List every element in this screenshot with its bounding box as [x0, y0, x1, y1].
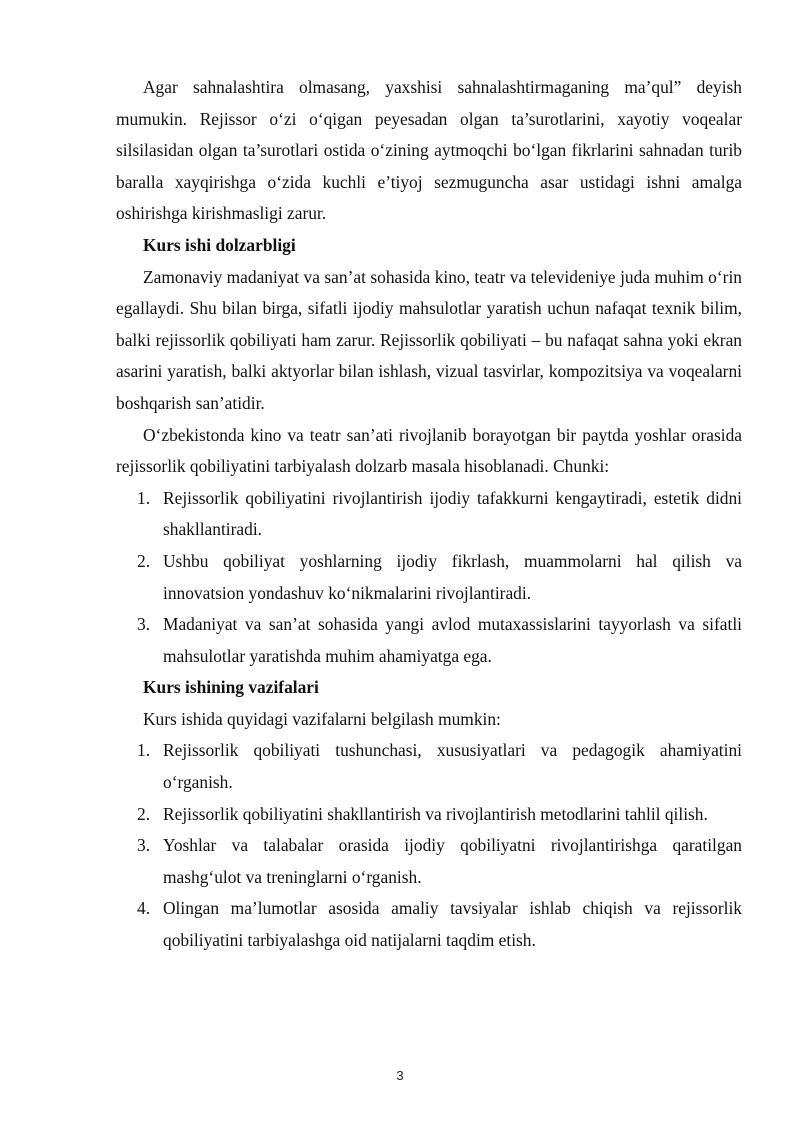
list-number: 1.: [137, 740, 151, 761]
list-item: [116, 735, 742, 798]
list-item: [116, 799, 742, 831]
list-item-text: Rejissorlik qobiliyatini shakllantirish va rivojlantirish metodlarini tahlil qilish.: [163, 803, 708, 824]
list-item-text: Ushbu qobiliyat yoshlarning ijodiy fikrlash, muammolarni hal qilish va innovatsion yondashuv ko‘nikmalarini rivojlantiradi.: [163, 550, 742, 603]
intro-paragraph: Agar sahnalashtira olmasang, yaxshisi sahnalashtirmaganing ma’qul” deyish mumukin. Rejissor o‘zi o‘qigan peyesadan olgan ta’surotlarini, xayotiy voqealar silsilasidan olgan ta’surotlari ostida o‘zining aytmoqchi bo‘lgan fikrlarini sahnadan turib baralla xayqirishga o‘zida kuchli e’tiyoj sezmuguncha asar ustidagi ishni amalga oshirishga kirishmasligi zarur.: [116, 77, 742, 224]
relevance-list: [116, 483, 742, 673]
list-item-text: Olingan ma’lumotlar asosida amaliy tavsiyalar ishlab chiqish va rejissorlik qobiliyatini tarbiyalashga oid natijalarni taqdim etish.: [163, 898, 742, 951]
list-number: 3.: [137, 614, 151, 635]
list-number: 2.: [137, 803, 151, 824]
list-number: 2.: [137, 550, 151, 571]
list-item: [116, 483, 742, 546]
list-number: 1.: [137, 487, 151, 508]
relevance-paragraph-1: Zamonaviy madaniyat va san’at sohasida kino, teatr va televideniye juda muhim o‘rin egallaydi. Shu bilan birga, sifatli ijodiy mahsulotlar yaratish uchun nafaqat texnik bilim, balki rejissorlik qobiliyati ham zarur. Rejissorlik qobiliyati – bu nafaqat sahna yoki ekran asarini yaratish, balki aktyorlar bilan ishlash, vizual tasvirlar, kompozitsiya va voqealarni boshqarish san’atidir.: [116, 266, 742, 413]
document-page: [116, 72, 742, 957]
list-item: [116, 546, 742, 609]
list-item: [116, 609, 742, 672]
list-item-text: Rejissorlik qobiliyatini rivojlantirish ijodiy tafakkurni kengaytiradi, estetik didni shakllantiradi.: [163, 487, 742, 540]
relevance-paragraph-2: O‘zbekistonda kino va teatr san’ati rivojlanib borayotgan bir paytda yoshlar orasida rejissorlik qobiliyatini tarbiyalash dolzarb masala hisoblanadi. Chunki:: [116, 424, 742, 477]
list-number: 3.: [137, 835, 151, 856]
relevance-heading: Kurs ishi dolzarbligi: [143, 234, 296, 255]
tasks-intro: Kurs ishida quyidagi vazifalarni belgilash mumkin:: [143, 708, 501, 729]
list-item-text: Rejissorlik qobiliyati tushunchasi, xususiyatlari va pedagogik ahamiyatini o‘rganish.: [163, 740, 742, 793]
tasks-list: [116, 735, 742, 956]
list-number: 4.: [137, 898, 151, 919]
list-item: [116, 893, 742, 956]
list-item: [116, 830, 742, 893]
page-number: 3: [396, 1068, 404, 1083]
tasks-heading: Kurs ishining vazifalari: [143, 677, 319, 698]
list-item-text: Yoshlar va talabalar orasida ijodiy qobiliyatni rivojlantirishga qaratilgan mashg‘ulot va treninglarni o‘rganish.: [163, 835, 742, 887]
list-item-text: Madaniyat va san’at sohasida yangi avlod mutaxassislarini tayyorlash va sifatli mahsulotlar yaratishda muhim ahamiyatga ega.: [163, 614, 742, 666]
